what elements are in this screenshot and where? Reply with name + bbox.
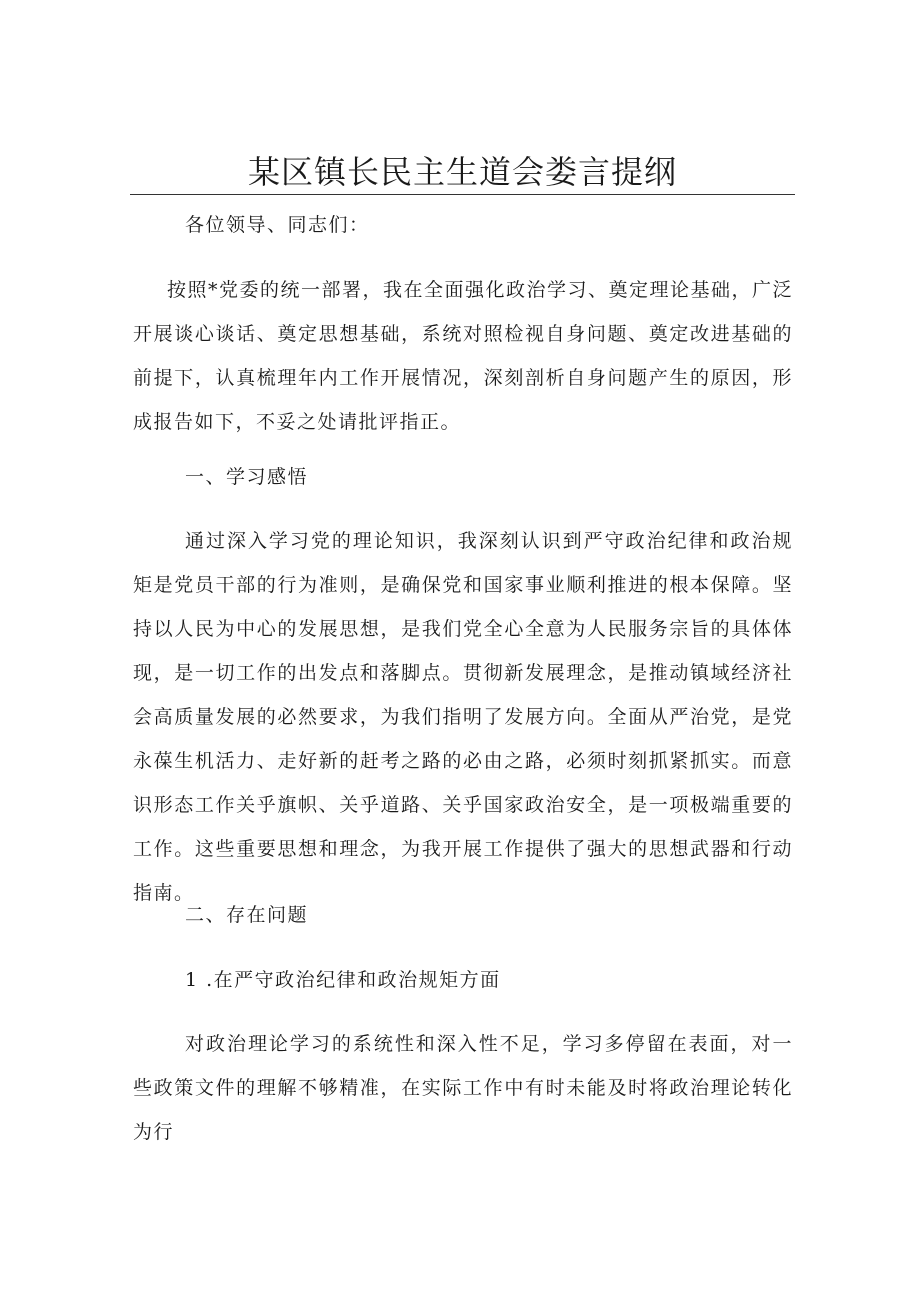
intro-paragraph: 按照*党委的统一部署，我在全面强化政治学习、奠定理论基础，广泛开展谈心谈话、奠定思想基础，系统对照检视自身问题、奠定改进基础的前提下，认真梳理年内工作开展情况，深刻剖析自身问题产生的原因，形成报告如下，不妥之处请批评指正。 <box>133 279 794 433</box>
title-underline <box>130 194 795 195</box>
greeting: 各位领导、同志们： <box>185 214 370 236</box>
document-title: 某区镇长民主生道会娄言提纲 <box>247 153 677 191</box>
subsection-body-discipline: 对政治理论学习的系统性和深入性不足，学习多停留在表面，对一些政策文件的理解不够精准，在实际工作中有时未能及时将政治理论转化为行 <box>133 1033 793 1143</box>
section-heading-study: 一、学习感悟 <box>185 466 309 488</box>
section-body-study: 通过深入学习党的理论知识，我深刻认识到严守政治纪律和政治规矩是党员干部的行为准则，是确保党和国家事业顺利推进的根本保障。坚持以人民为中心的发展思想，是我们党全心全意为人民服务宗旨的具体体现，是一切工作的出发点和落脚点。贯彻新发展理念，是推动镇域经济社会高质量发展的必然要求，为我们指明了发展方向。全面从严治党，是党永葆生机活力、走好新的赶考之路的必由之路，必须时刻抓紧抓实。而意识形态工作关乎旗帜、关乎道路、关乎国家政治安全，是一项极端重要的工作。这些重要思想和理念，为我开展工作提供了强大的思想武器和行动指南。 <box>133 530 793 904</box>
section-heading-problems: 二、存在问题 <box>185 904 309 926</box>
subsection-heading-discipline: 1 .在严守政治纪律和政治规矩方面 <box>185 969 501 991</box>
